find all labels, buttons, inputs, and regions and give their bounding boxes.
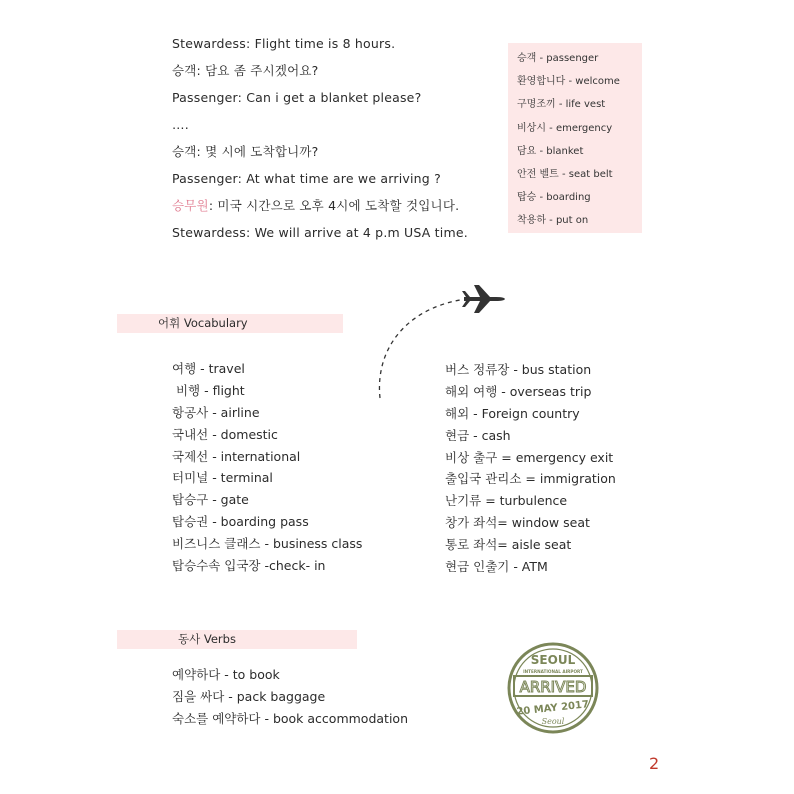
dialogue-text: : 미국 시간으로 오후 4시에 도착할 것입니다. (208, 198, 460, 213)
vocabulary-heading: 어휘 Vocabulary (117, 314, 343, 333)
dialogue-line (172, 192, 468, 219)
arrived-stamp (505, 640, 601, 736)
vocab-item: 탑승구 - gate (172, 492, 249, 508)
stamp-date: 20 MAY 2017 (516, 699, 590, 718)
sidebox-item: 담요 - blanket (517, 145, 584, 157)
vocab-item: 탑승권 - boarding pass (172, 514, 309, 530)
verbs-heading: 동사 Verbs (117, 630, 357, 649)
vocab-item: 창가 좌석= window seat (445, 515, 590, 531)
vocab-item: 여행 - travel (172, 361, 245, 376)
vocab-item: 항공사 - airline (172, 404, 260, 420)
dialogue-line: Passenger: At what time are we arriving ? (172, 171, 441, 186)
vocab-item: 비상 출구 = emergency exit (445, 449, 614, 465)
vocab-item: 국내선 - domestic (172, 426, 278, 442)
dialogue-line: 승객: 담요 좀 주시겠어요? (172, 63, 319, 78)
vocab-item: 탑승수속 입국장 -check- in (172, 558, 326, 574)
sidebox-item: 환영합니다 - welcome (517, 76, 620, 88)
verb-item: 예약하다 - to book (172, 667, 280, 682)
vocab-item: 해외 여행 - overseas trip (445, 383, 592, 399)
verbs-list (172, 664, 408, 730)
sidebox-item: 착용하 - put on (517, 215, 589, 227)
dialogue-line: 승객: 몇 시에 도착합니까? (172, 144, 319, 159)
vocab-item: 터미널 - terminal (172, 470, 273, 486)
vocab-item: 현금 인출기 - ATM (445, 559, 548, 575)
vocab-item: 현금 - cash (445, 427, 511, 443)
vocab-item: 해외 - Foreign country (445, 405, 580, 421)
vocab-item: 비행 - flight (172, 382, 245, 398)
sidebox-item: 안전 벨트 - seat belt (517, 168, 613, 180)
vocab-sidebox (508, 43, 642, 233)
sidebox-item: 탑승 - boarding (517, 192, 591, 204)
stamp-city: SEOUL (530, 653, 576, 667)
sidebox-item: 비상시 - emergency (517, 122, 613, 134)
dialogue-line: Passenger: Can i get a blanket please? (172, 90, 422, 105)
dialogue-line: …. (172, 117, 189, 132)
vocabulary-left-column (172, 358, 362, 577)
verb-item: 짐을 싸다 - pack baggage (172, 688, 326, 704)
vocab-item: 국제선 - international (172, 448, 301, 464)
sidebox-item: 구명조끼 - life vest (517, 99, 606, 111)
stamp-status: ARRIVED (519, 678, 587, 696)
stamp-airport: INTERNATIONAL AIRPORT (523, 669, 583, 674)
vocab-item: 출입국 관리소 = immigration (445, 471, 616, 487)
stamp-bottom: Seoul (541, 717, 565, 726)
vocab-item: 버스 정류장 - bus station (445, 362, 592, 377)
verb-item: 숙소를 예약하다 - book accommodation (172, 710, 408, 726)
vocab-item: 통로 좌석= aisle seat (445, 537, 572, 553)
stamp-graphic (509, 644, 597, 732)
page-number: 2 (649, 754, 660, 773)
vocab-item: 비즈니스 클래스 - business class (172, 536, 363, 552)
dialogue-line: Stewardess: We will arrive at 4 p.m USA time. (172, 225, 468, 240)
speaker-label: 승무원 (172, 198, 209, 213)
vocab-item: 난기류 = turbulence (445, 493, 568, 509)
sidebox-item: 승객 - passenger (517, 53, 599, 64)
dialogue (172, 30, 468, 246)
dialogue-line: Stewardess: Flight time is 8 hours. (172, 36, 396, 51)
vocabulary-right-column (445, 359, 616, 578)
airplane-icon (462, 285, 505, 313)
